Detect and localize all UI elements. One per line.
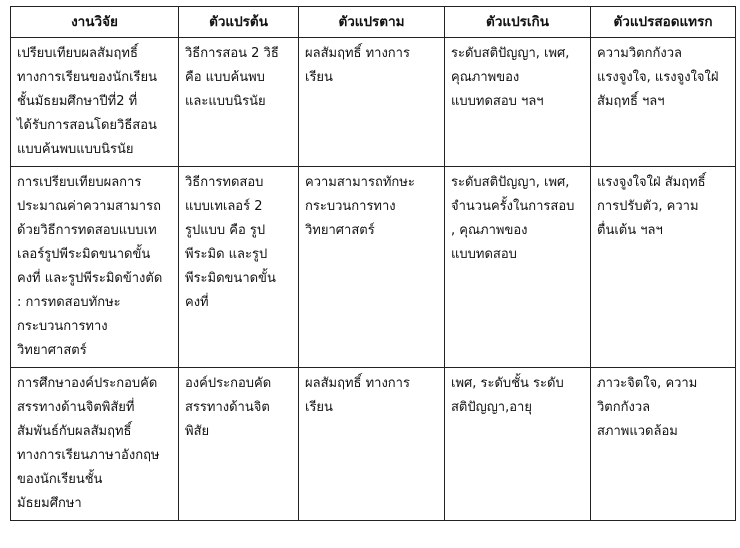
cell-text-line: วิธีการสอน 2 วิธี bbox=[185, 46, 279, 61]
cell-independent-variable bbox=[179, 167, 299, 368]
cell-text-line: แรงจูงใจ, แรงจูงใจใฝ่ bbox=[597, 70, 719, 85]
table-row bbox=[11, 368, 736, 521]
header-row bbox=[11, 7, 736, 38]
cell-text-line: ภาวะจิตใจ, ความ bbox=[597, 376, 698, 391]
table-row bbox=[11, 38, 736, 167]
cell-text-line: ได้รับการสอนโดยวิธีสอน bbox=[17, 118, 157, 133]
cell-research bbox=[11, 38, 179, 167]
cell-text-line: เรียน bbox=[305, 70, 333, 85]
cell-extraneous-variable bbox=[445, 38, 591, 167]
cell-text-line: กระบวนการทาง bbox=[305, 199, 396, 214]
cell-text-line: การปรับตัว, ความ bbox=[597, 199, 699, 214]
cell-text-line: เปรียบเทียบผลสัมฤทธิ์ bbox=[17, 46, 138, 61]
cell-dependent-variable bbox=[299, 368, 445, 521]
cell-text-line: วิทยาศาสตร์ bbox=[17, 343, 87, 358]
cell-intervening-variable bbox=[591, 167, 736, 368]
cell-text-line: คุณภาพของ bbox=[451, 70, 520, 85]
table-row bbox=[11, 167, 736, 368]
header-dependent-variable: ตัวแปรตาม bbox=[299, 7, 445, 38]
cell-independent-variable bbox=[179, 368, 299, 521]
cell-dependent-variable bbox=[299, 167, 445, 368]
cell-research bbox=[11, 368, 179, 521]
cell-text-line: ผลสัมฤทธิ์ ทางการ bbox=[305, 46, 410, 61]
cell-text-line: พีระมิดขนาดขั้น bbox=[185, 271, 276, 286]
cell-text-line: เพศ, ระดับชั้น ระดับ bbox=[451, 376, 564, 391]
header-research: งานวิจัย bbox=[11, 7, 179, 38]
cell-text-line: สัมฤทธิ์ ฯลฯ bbox=[597, 94, 665, 109]
cell-text-line: ทางการเรียนของนักเรียน bbox=[17, 70, 158, 85]
cell-text-line: องค์ประกอบคัด bbox=[185, 376, 272, 391]
cell-text-line: ผลสัมฤทธิ์ ทางการ bbox=[305, 376, 410, 391]
cell-text-line: สรรทางด้านจิตพิสัยที่ bbox=[17, 400, 135, 415]
cell-text-line: ความสามารถทักษะ bbox=[305, 175, 415, 190]
cell-text-line: ความวิตกกังวล bbox=[597, 46, 682, 61]
cell-text-line: มัธยมศึกษา bbox=[17, 496, 82, 511]
cell-independent-variable bbox=[179, 38, 299, 167]
cell-text-line: แรงจูงใจใฝ่ สัมฤทธิ์ bbox=[597, 175, 706, 190]
cell-text-line: ด้วยวิธีการทดสอบแบบเท bbox=[17, 223, 157, 238]
cell-text-line: รูปแบบ คือ รูป bbox=[185, 223, 266, 238]
cell-text-line: , คุณภาพของ bbox=[451, 223, 528, 238]
cell-text-line: ของนักเรียนชั้น bbox=[17, 472, 103, 487]
cell-intervening-variable bbox=[591, 38, 736, 167]
cell-text-line: วิทยาศาสตร์ bbox=[305, 223, 375, 238]
cell-text-line: พิสัย bbox=[185, 424, 210, 439]
cell-text-line: คงที่ bbox=[185, 295, 209, 310]
cell-text-line: เรียน bbox=[305, 400, 333, 415]
cell-extraneous-variable bbox=[445, 167, 591, 368]
cell-text-line: วิธีการทดสอบ bbox=[185, 175, 264, 190]
cell-text-line: สัมพันธ์กับผลสัมฤทธิ์ bbox=[17, 424, 132, 439]
header-intervening-variable: ตัวแปรสอดแทรก bbox=[591, 7, 736, 38]
cell-text-line: : การทดสอบทักษะ bbox=[17, 295, 121, 310]
cell-intervening-variable bbox=[591, 368, 736, 521]
cell-text-line: คือ แบบค้นพบ bbox=[185, 70, 265, 85]
cell-text-line: การเปรียบเทียบผลการ bbox=[17, 175, 142, 190]
cell-text-line: สภาพแวดล้อม bbox=[597, 424, 678, 439]
header-independent-variable: ตัวแปรต้น bbox=[179, 7, 299, 38]
cell-text-line: แบบค้นพบแบบนิรนัย bbox=[17, 142, 134, 157]
cell-research bbox=[11, 167, 179, 368]
cell-text-line: สรรทางด้านจิต bbox=[185, 400, 270, 415]
cell-text-line: ระดับสติปัญญา, เพศ, bbox=[451, 46, 570, 61]
cell-text-line: คงที่ และรูปพีระมิดข้างตัด bbox=[17, 271, 163, 286]
cell-text-line: วิตกกังวล bbox=[597, 400, 651, 415]
cell-text-line: เลอร์รูปพีระมิดขนาดขั้น bbox=[17, 247, 151, 262]
research-variables-table bbox=[10, 6, 736, 521]
cell-text-line: ทางการเรียนภาษาอังกฤษ bbox=[17, 448, 160, 463]
cell-text-line: กระบวนการทาง bbox=[17, 319, 108, 334]
cell-text-line: ตื่นเต้น ฯลฯ bbox=[597, 223, 663, 238]
cell-extraneous-variable bbox=[445, 368, 591, 521]
cell-text-line: แบบทดสอบ ฯลฯ bbox=[451, 94, 544, 109]
cell-text-line: สติปัญญา,อายุ bbox=[451, 400, 532, 415]
cell-text-line: แบบทดสอบ bbox=[451, 247, 517, 262]
cell-text-line: ชั้นมัธยมศึกษาปีที่2 ที่ bbox=[17, 94, 138, 109]
cell-text-line: พีระมิด และรูป bbox=[185, 247, 268, 262]
cell-text-line: ประมาณค่าความสามารถ bbox=[17, 199, 161, 214]
cell-text-line: การศึกษาองค์ประกอบคัด bbox=[17, 376, 158, 391]
header-extraneous-variable: ตัวแปรเกิน bbox=[445, 7, 591, 38]
cell-text-line: และแบบนิรนัย bbox=[185, 94, 266, 109]
cell-text-line: จำนวนครั้งในการสอบ bbox=[451, 199, 575, 214]
cell-dependent-variable bbox=[299, 38, 445, 167]
cell-text-line: ระดับสติปัญญา, เพศ, bbox=[451, 175, 570, 190]
cell-text-line: แบบเทเลอร์ 2 bbox=[185, 199, 263, 214]
